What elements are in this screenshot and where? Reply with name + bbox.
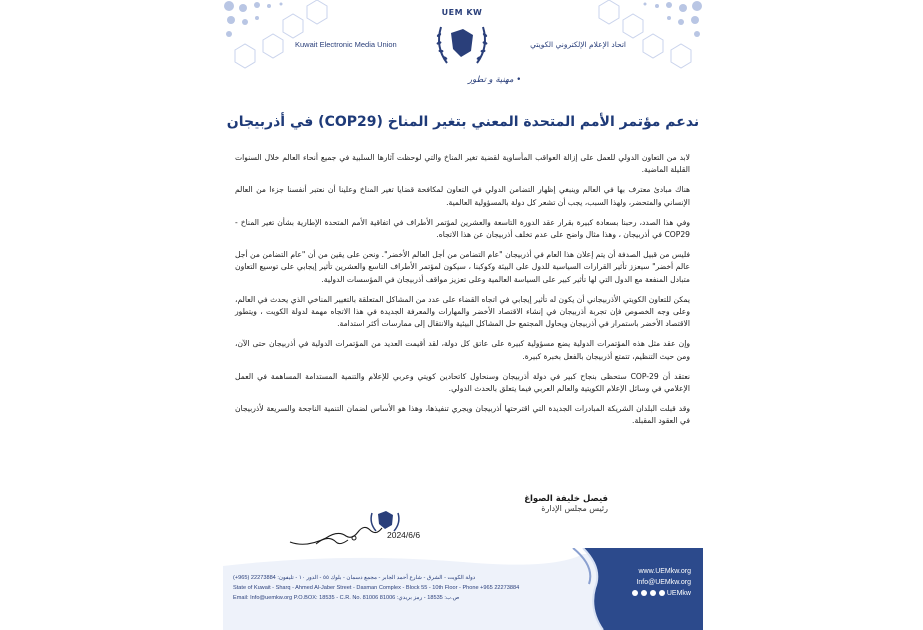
twitter-icon[interactable] [650,590,656,596]
letter-date: 2024/6/6 [387,530,421,540]
paragraph: نعتقد أن COP-29 ستحظى بنجاح كبير في دولة أذربيجان وسنحاول كاتحادين كويتي وعربي للإعلام والتنمية المستدامة المساهمة في العمل الإعلامي في وسائل الإعلام الكويتية والعالم العربي فيما يتعلق بالحدث الدولي. [235,371,690,394]
footer-links [632,566,691,599]
paragraph: هناك مبادئ معترف بها في العالم وينبغي إظهار التضامن الدولي في التعاون لمكافحة قضايا تغير المناخ وعلينا أن نعتبر أنفسنا جزءا من العالم الإنساني والمتحضر، ولهذا السبب، يجب أن تشعر كل دولة بالمسؤولية العالمية. [235,185,690,207]
org-name-english: Kuwait Electronic Media Union [295,40,397,49]
facebook-icon[interactable] [659,590,665,596]
footer-contact-lines [233,573,519,603]
letter-title: ندعم مؤتمر الأمم المتحدة المعني بتغير المناخ (COP29) في أذربيجان [226,114,700,130]
footer-address-arabic: دولة الكويت - الشرق - شارع أحمد الجابر - مجمع دسمان - بلوك ٥٥ - الدور ١٠ - تليفون: 22273884 (965+) [233,575,476,581]
header-logo [428,8,496,69]
youtube-icon[interactable] [632,590,638,596]
paragraph: يمكن للتعاون الكويتي الأذربيجاني أن يكون له تأثير إيجابي في اتجاه القضاء على عدد من المشاكل المتعلقة بالتغيير المناخي الذي يحدث في العالم، وعلى وجه الخصوص فإن تجربة أذربيجان في إنشاء الاقتصاد الأخضر والمهارات والمعرفة الجديدة في هذا الاتجاه مهمة لدولة الكويت ، ويتطور الاقتصاد الأخضر باستمرار في أذربيجان ويحاول المجتمع حل المشاكل البيئية والانتقال إلى ممارسات أكثر استدامة. [235,294,690,329]
letter-body [235,152,690,436]
instagram-icon[interactable] [641,590,647,596]
slogan: • مهنية و تطور [468,75,522,85]
footer [223,548,703,630]
footer-address-english: State of Kuwait - Sharq - Ahmed Al-Jaber Street - Dasman Complex - Block 55 - 10th Floor - Phone +965 22273884 [233,585,520,591]
email-link[interactable]: Info@UEMkw.org [636,579,691,586]
paragraph: لابد من التعاون الدولي للعمل على إزالة العواقب المأساوية لقضية تغير المناخ والتي لوحظت آثارها السلبية في جميع أنحاء العالم خلال السنوات القليلة الماضية. [235,153,690,175]
website-link[interactable]: www.UEMkw.org [638,568,691,575]
paragraph: وإن عقد مثل هذه المؤتمرات الدولية يضع مسؤولية كبيرة على عاتق كل دولة، لقد أقيمت العديد من المؤتمرات الدولية في أذربيجان حتى الآن، ومن حيث التنظيم، تتمتع أذربيجان بالفعل بخبرة كبيرة. [235,339,690,361]
footer-email-pobox: Email: Info@uemkw.org P.O.BOX: 18535 - C.R. No. 81006 ص.ب: 18535 - رمز بريدي: 81006 [233,595,460,601]
social-handle[interactable]: UEMkw [666,590,691,597]
signer-role: رئيس مجلس الإدارة [541,504,608,513]
paragraph: فليس من قبيل الصدفة أن يتم إعلان هذا العام في أذربيجان "عام التضامن من أجل العالم الأخضر". ونحن على يقين من أن "عام التضامن من أجل عالم أخضر" سيعزز تأثير القرارات السياسية للدول على البيئة وكوكبنا ، سيكون لمؤتمر الأطراف التاسع والعشرين تأثير إيجابي على توسيع التعاون متبادل المنفعة مع الدول التي لها تأثير كبير على السياسة العالمية وعلى تعزيز مواقف أذربيجان في المؤسسات الدولية. [235,250,690,284]
un-wreath-logo-icon [433,17,491,69]
letter-page [223,0,703,630]
signer-name: فيصل خليفة الصواغ [524,494,608,504]
signature-block [524,494,608,513]
org-abbreviation: UEM KW [441,8,483,17]
org-name-arabic: اتحاد الإعلام الإلكتروني الكويتي [530,40,626,49]
social-icons [632,590,665,596]
handwritten-signature [286,518,386,552]
paragraph: وقد قبلت البلدان الشريكة المبادرات الجديدة التي اقترحتها أذربيجان ويجري تنفيذها، وهذا هو الأساس لضمان التنمية الناجحة والسريعة لأذربيجان في العقود المقبلة. [235,404,690,426]
paragraph: وفي هذا الصدد، رحبنا بسعادة كبيرة بقرار عقد الدورة التاسعة والعشرين لمؤتمر الأطراف في اتفاقية الأمم المتحدة الإطارية بشأن تغير المناخ - COP29 في أذربيجان ، وهذا مثال واضح على عدم تخلف أذربيجان عن هذا الاتجاه. [235,217,690,240]
